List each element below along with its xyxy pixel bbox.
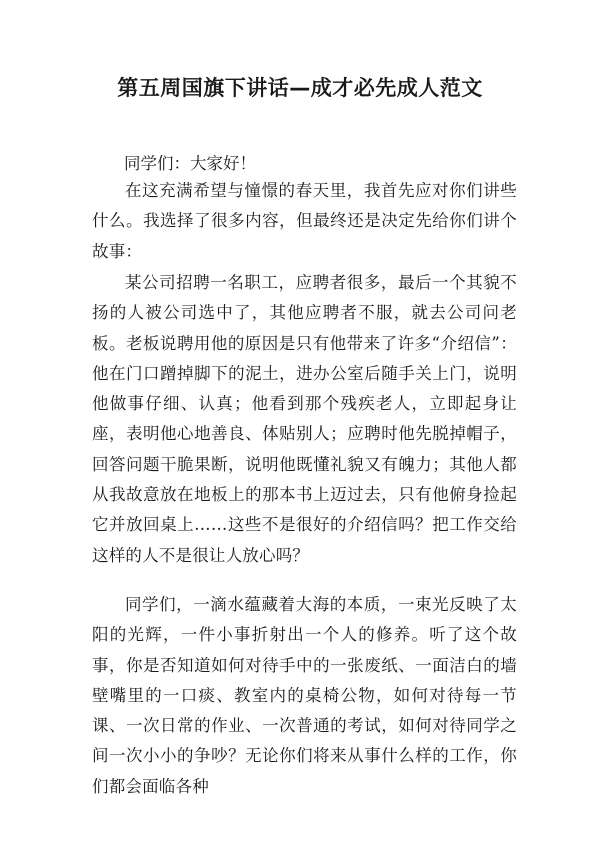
paragraph-reflection: 同学们，一滴水蕴藏着大海的本质，一束光反映了太阳的光辉，一件小事折射出一个人的修养。听了这个故事，你是否知道如何对待手中的一张废纸、一面洁白的墙壁嘴里的一口痰、教室内的桌椅公物，如何对待每一节课、一次日常的作业、一次普通的考试，如何对待同学之间一次小小的争吵？无论你们将来从事什么样的工作，你们都会面临各种 bbox=[92, 595, 517, 796]
paragraph-story: 某公司招聘一名职工，应聘者很多，最后一个其貌不扬的人被公司选中了，其他应聘者不服，就去公司问老板。老板说聘用他的原因是只有他带来了许多“介绍信”：他在门口蹭掉脚下的泥土，进办公室后随手关上门，说明他做事仔细、认真；他看到那个残疾老人，立即起身让座，表明他心地善良、体贴别人；应聘时他先脱掉帽子，回答问题干脆果断，说明他既懂礼貌又有魄力；其他人都从我故意放在地板上的那本书上迈过去，只有他俯身捡起它并放回桌上……这些不是很好的介绍信吗？把工作交给这样的人不是很让人放心吗？ bbox=[92, 273, 517, 565]
greeting: 同学们：大家好！ bbox=[124, 154, 256, 173]
paragraph-intro: 在这充满希望与憧憬的春天里，我首先应对你们讲些什么。我选择了很多内容，但最终还是决定先给你们讲个故事： bbox=[92, 181, 517, 261]
document-title: 第五周国旗下讲话—成才必先成人范文 bbox=[117, 76, 483, 100]
